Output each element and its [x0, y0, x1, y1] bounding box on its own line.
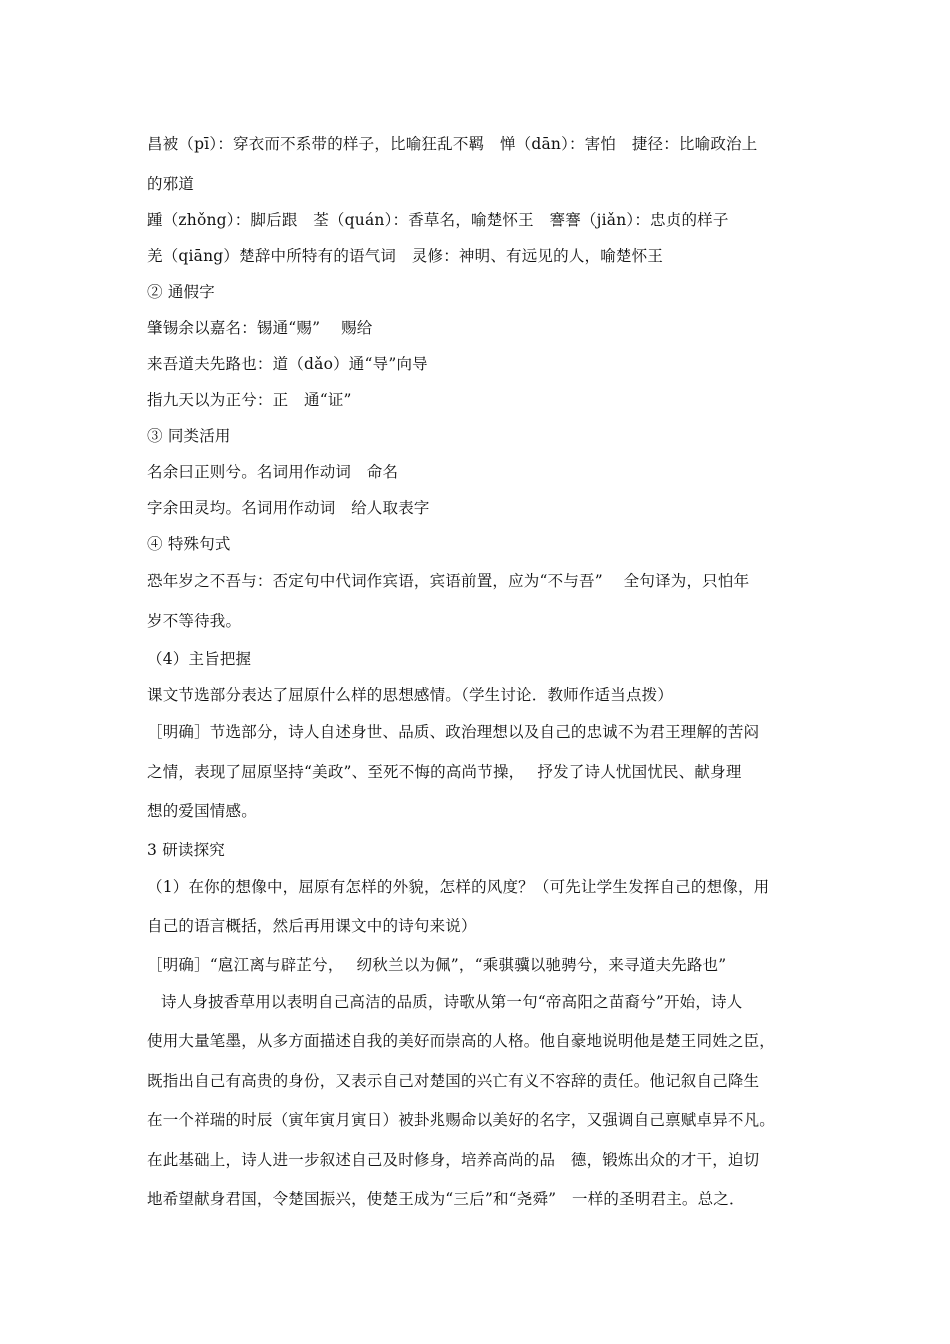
text-line: 恐年岁之不吾与：否定句中代词作宾语，宾语前置，应为“不与吾” 全句译为，只怕年: [147, 572, 750, 590]
text-line: 羌（qiāng）楚辞中所特有的语气词 灵修：神明、有远见的人，喻楚怀王: [147, 247, 664, 265]
text-line: （1）在你的想像中，屈原有怎样的外貌，怎样的风度？（可先让学生发挥自己的想像，用: [147, 877, 770, 896]
text-line: 指九天以为正兮：正 通“证”: [147, 391, 352, 409]
section-heading: ② 通假字: [147, 283, 215, 301]
text-line: 使用大量笔墨，从多方面描述自我的美好而崇高的人格。他自豪地说明他是楚王同姓之臣，: [147, 1032, 776, 1050]
text-line: 诗人身披香草用以表明自己高洁的品质，诗歌从第一句“帝高阳之苗裔兮”开始，诗人: [161, 992, 743, 1011]
section-heading: ④ 特殊句式: [147, 535, 231, 553]
text-line: 字余田灵均。名词用作动词 给人取表字: [147, 499, 430, 517]
text-line: 肇锡余以嘉名：锡通“赐” 赐给: [147, 319, 373, 337]
text-line: 踵（zhǒng）：脚后跟 荃（quán）：香草名，喻楚怀王 謇謇（jiǎn）：忠贞的样子: [147, 211, 729, 229]
text-line: 在一个祥瑞的时辰（寅年寅月寅日）被卦兆赐命以美好的名字，又强调自己禀赋卓异不凡。: [147, 1111, 776, 1129]
text-line: 自己的语言概括，然后再用课文中的诗句来说）: [147, 917, 477, 935]
document-body: [147, 122, 815, 1220]
text-line: 昌被（pī）：穿衣而不系带的样子，比喻狂乱不羁 惮（dān）：害怕 捷径：比喻政治上: [147, 135, 758, 153]
text-line: 岁不等待我。: [147, 611, 242, 630]
text-line: 之情，表现了屈原坚持“美政”、至死不悔的高尚节操， 抒发了诗人忧国忧民、献身理: [147, 762, 742, 781]
section-heading: （4）主旨把握: [147, 650, 252, 668]
text-line: ［明确］“扈江离与辟芷兮， 纫秋兰以为佩”，“乘骐骥以驰骋兮，来寻道夫先路也”: [147, 955, 727, 974]
text-line: 来吾道夫先路也：道（dǎo）通“导”向导: [147, 355, 428, 373]
text-line: 在此基础上，诗人进一步叙述自己及时修身，培养高尚的品 德，锻炼出众的才干，迫切: [147, 1150, 760, 1169]
text-line: ［明确］节选部分，诗人自述身世、品质、政治理想以及自己的忠诚不为君王理解的苦闷: [147, 723, 760, 741]
section-heading: ③ 同类活用: [147, 427, 231, 445]
text-line: 的邪道: [147, 175, 195, 193]
text-line: 既指出自己有高贵的身份，又表示自己对楚国的兴亡有义不容辞的责任。他记叙自己降生: [147, 1071, 760, 1090]
text-line: 想的爱国情感。: [147, 802, 257, 820]
text-line: 课文节选部分表达了屈原什么样的思想感情。（学生讨论．教师作适当点拨）: [147, 686, 674, 704]
text-line: 地希望献身君国，令楚国振兴，使楚王成为“三后”和“尧舜” 一样的圣明君主。总之．: [147, 1190, 745, 1208]
text-line: 名余曰正则兮。名词用作动词 命名: [147, 463, 399, 481]
section-heading: 3 研读探究: [147, 840, 225, 859]
